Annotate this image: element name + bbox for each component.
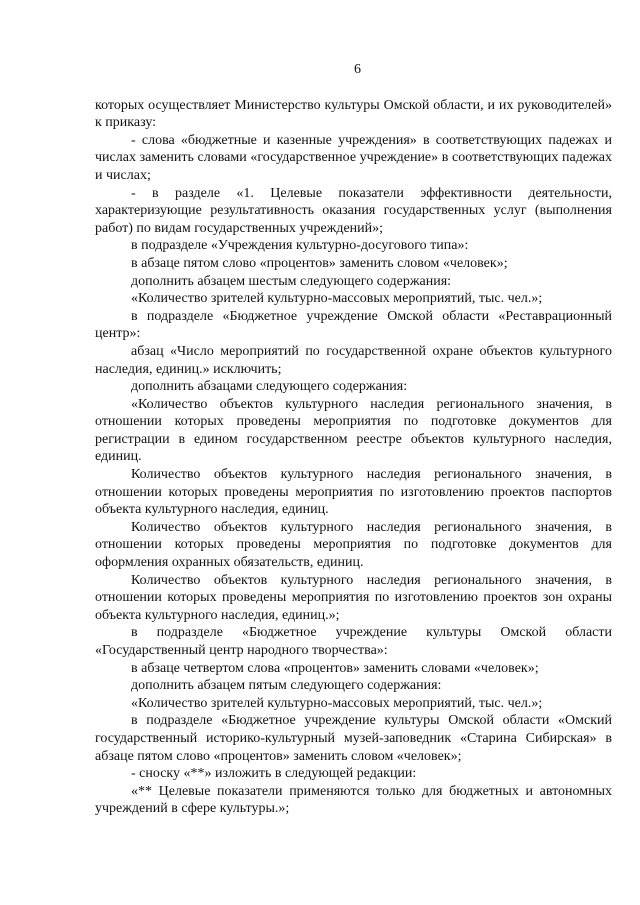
paragraph-heritage-passports: Количество объектов культурного наследия регионального значения, в отношении которых проведены мероприятия по изготовлению проектов паспортов объекта культурного наследия, единиц. (95, 467, 612, 518)
paragraph-subsection-folk-center: в подразделе «Бюджетное учреждение культуры Омской области «Государственный центр народного творчества»: (95, 625, 612, 658)
paragraph-add-abzac-6: дополнить абзацем шестым следующего содержания: (131, 273, 452, 289)
paragraph-continuation: которых осуществляет Министерство культуры Омской области, и их руководителей» к приказу: (95, 97, 612, 131)
page-number: 6 (354, 62, 361, 77)
paragraph-footnote-text: «** Целевые показатели применяются только для бюджетных и автономных учреждений в сфере культуры.»; (95, 783, 612, 817)
paragraph-abzac-4: в абзаце четвертом слова «процентов» заменить словами «человек»; (131, 660, 539, 676)
paragraph-subsection-cultural: в подразделе «Учреждения культурно-досугового типа»: (131, 238, 469, 254)
paragraph-section-1: - в разделе «1. Целевые показатели эффективности деятельности, характеризующие результативность оказания государственных услуг (выполнения работ) по видам государственных учреждений»; (95, 185, 612, 236)
paragraph-heritage-zones: Количество объектов культурного наследия регионального значения, в отношении которых проведены мероприятия по изготовлению проектов зон охраны объекта культурного наследия, единиц.»; (95, 572, 612, 623)
paragraph-abzac-5: в абзаце пятом слово «процентов» заменить словом «человек»; (131, 255, 508, 271)
paragraph-add-abzacs: дополнить абзацами следующего содержания: (131, 379, 408, 395)
paragraph-footnote-edit: - сноску «**» изложить в следующей редакции: (131, 766, 417, 782)
paragraph-quote-viewers: «Количество зрителей культурно-массовых мероприятий, тыс. чел.»; (131, 291, 543, 307)
paragraph-subsection-restoration: в подразделе «Бюджетное учреждение Омской области «Реставрационный центр»: (95, 308, 612, 342)
paragraph-heritage-registration: «Количество объектов культурного наследия регионального значения, в отношении которых проведены мероприятия по подготовке документов для регистрации в едином государственном реестре объектов культурного наследия, единиц. (95, 396, 612, 465)
paragraph-quote-viewers-2: «Количество зрителей культурно-массовых мероприятий, тыс. чел.»; (131, 695, 543, 711)
paragraph-replace-words: - слова «бюджетные и казенные учреждения» в соответствующих падежах и числах заменить словами «государственное учреждение» в соответствующих падежах и числах; (95, 132, 612, 183)
paragraph-heritage-obligations: Количество объектов культурного наследия регионального значения, в отношении которых проведены мероприятия по подготовке документов для оформления охранных обязательств, единиц. (95, 519, 612, 571)
paragraph-exclude-abzac: абзац «Число мероприятий по государственной охране объектов культурного наследия, единиц.» исключить; (95, 343, 612, 377)
paragraph-add-abzac-5: дополнить абзацем пятым следующего содержания: (131, 678, 442, 694)
paragraph-subsection-museum: в подразделе «Бюджетное учреждение культуры Омской области «Омский государственный историко-культурный музей-заповедник «Старина Сибирская» в абзаце пятом слово «процентов» заменить словом «человек»; (95, 713, 612, 764)
